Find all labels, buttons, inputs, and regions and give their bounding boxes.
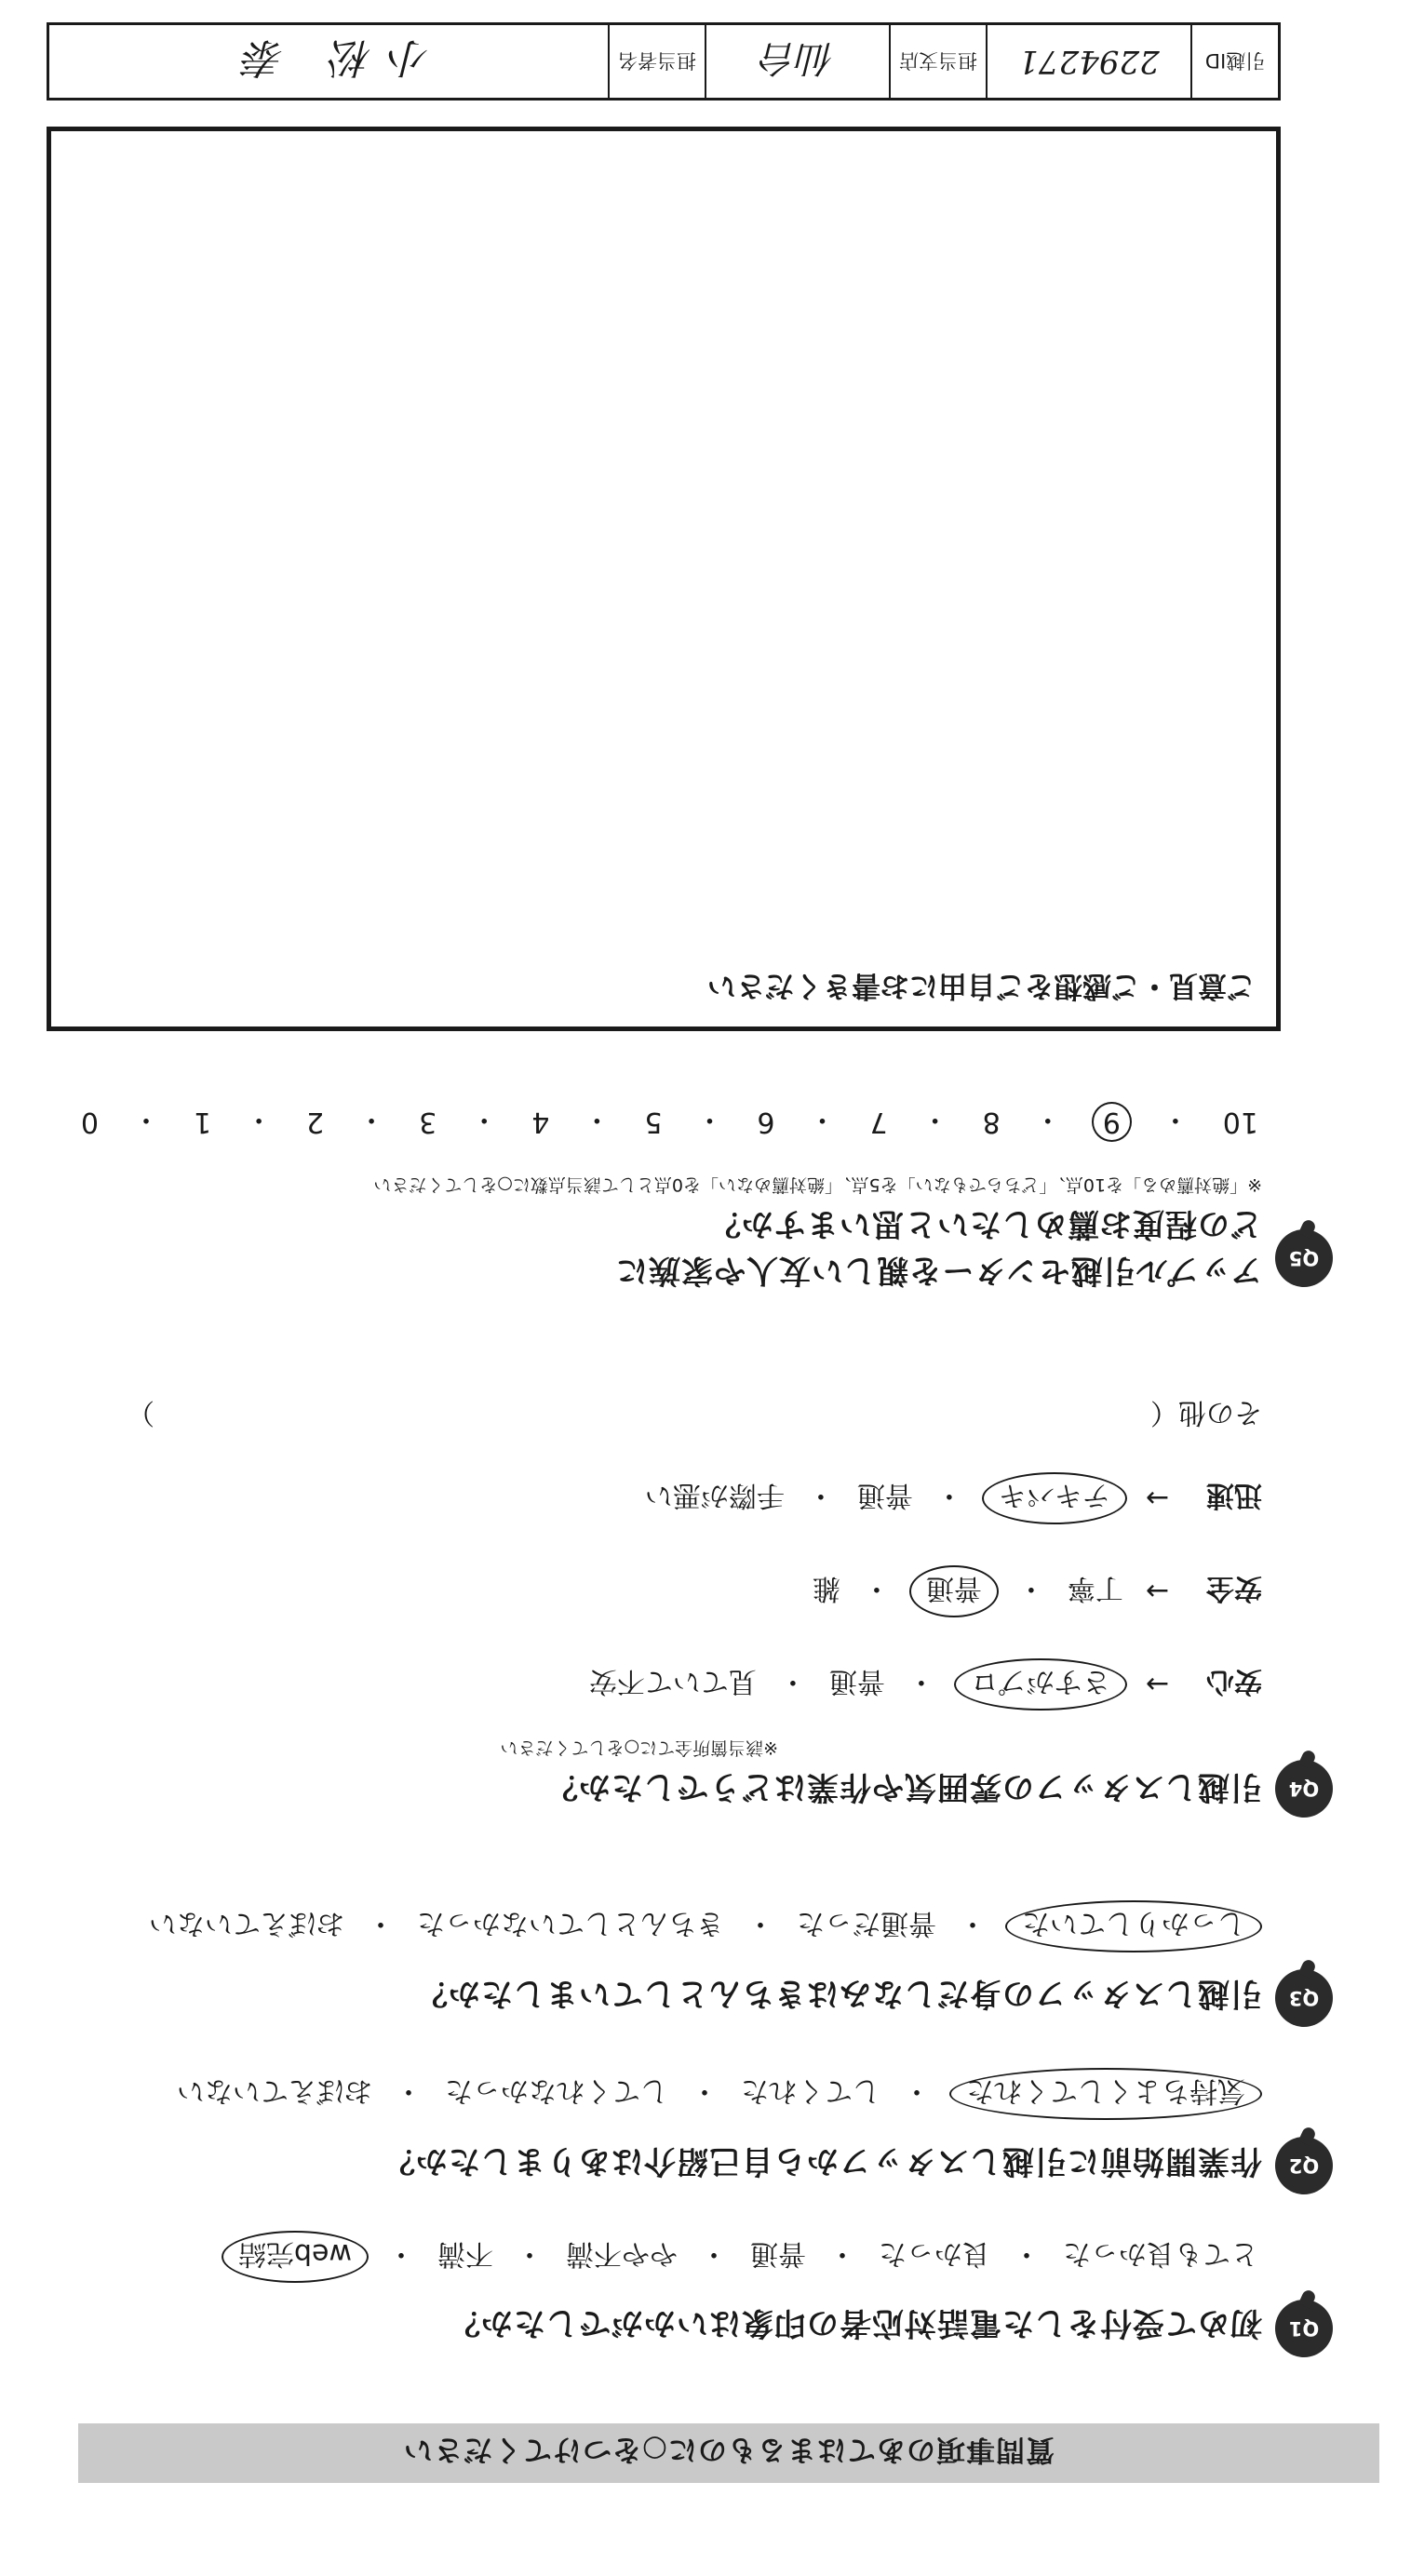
q3-option-3[interactable]: きちんとしていなかった [417,1907,724,1939]
q4-row-anzen: 安全 → 丁寧 ・ 普通 ・ 雑 [809,1565,1262,1617]
q1-badge [1275,2300,1333,2357]
footer-branch-label: 担当支店 [889,25,986,98]
q4-row-anshin-arrow: → [1145,1668,1169,1701]
q3-badge [1275,1969,1333,2027]
q5-title-line-1: アップル引越センターを親しい友人や家族に [615,1252,1262,1289]
q5-score-8[interactable]: 8 [982,1106,1001,1139]
q4-row-jinsoku-option-3[interactable]: 手際が悪い [644,1479,785,1511]
footer-branch-value[interactable]: 仙台 [705,25,889,98]
q4-badge-label: Q4 [1288,1778,1320,1800]
q3-options: しっかりしていた ・ 普通だった ・ きちんとしていなかった ・ おぼえていない [145,1900,1262,1952]
q1-option-4[interactable]: やや不満 [566,2237,678,2270]
q1-option-6-selected[interactable]: web完結 [222,2231,369,2283]
q5-badge [1275,1229,1333,1287]
q2-option-3[interactable]: してくれなかった [445,2074,668,2107]
footer-staff-label: 担当者名 [608,25,705,98]
q1-option-1[interactable]: とても良かった [1063,2237,1258,2270]
comment-box-label: ご意見・ご感想をご自由にお書きください [707,969,1256,1002]
q2-option-2[interactable]: してくれた [741,2074,880,2107]
q4-row-anzen-option-2-selected[interactable]: 普通 [909,1565,999,1617]
q1-option-5[interactable]: 不満 [437,2237,493,2270]
q2-title: 作業開始前に引越しスタッフから自己紹介はありましたか？ [383,2142,1262,2180]
q4-row-jinsoku-label: 迅速 [1206,1479,1262,1511]
q2-option-1-selected[interactable]: 気持ちよくしてくれた [949,2068,1262,2120]
q5-score-5[interactable]: 5 [644,1106,663,1139]
q3-option-2[interactable]: 普通だった [797,1907,936,1939]
q5-score-9-selected[interactable]: 9 [1092,1103,1132,1143]
q5-note: ※「絶対薦める」を10点、「どちらでもない」を5点、「絶対薦めない」を0点として該当点数に○をしてください [373,1174,1262,1195]
q4-row-jinsoku-option-1-selected[interactable]: テキパキ [982,1472,1127,1524]
q4-row-jinsoku-arrow: → [1145,1482,1169,1515]
q4-row-anzen-option-3[interactable]: 雑 [812,1572,840,1604]
footer-id-value[interactable]: 2294271 [986,25,1190,98]
q2-badge [1275,2137,1333,2194]
q3-option-1-selected[interactable]: しっかりしていた [1005,1900,1262,1952]
q4-row-anshin-option-2[interactable]: 普通 [828,1665,885,1697]
q4-row-anzen-option-1[interactable]: 丁寧 [1067,1572,1123,1604]
q5-score-7[interactable]: 7 [869,1106,888,1139]
q1-option-2[interactable]: 良かった [879,2237,990,2270]
q5-score-4[interactable]: 4 [531,1106,550,1139]
q5-badge-label: Q5 [1288,1247,1320,1269]
footer-id-label: 引越ID [1190,25,1278,98]
q3-option-4[interactable]: おぼえていない [149,1907,344,1939]
q2-option-4[interactable]: おぼえていない [177,2074,372,2107]
q3-badge-label: Q3 [1288,1987,1320,2009]
q4-other-label: その他（ [1150,1396,1262,1429]
header-bar-text: 質問事項のあてはまるものに○をつけてください [402,2433,1055,2467]
comment-box[interactable] [47,127,1281,1031]
q5-title-line-2: どの程度お薦めしたいと思いますか？ [708,1205,1262,1242]
q5-score-1[interactable]: 1 [193,1106,212,1139]
q4-row-anzen-arrow: → [1145,1575,1169,1608]
q5-score-10[interactable]: 10 [1222,1106,1258,1139]
q5-scale: 10 ・ 9 ・ 8 ・ 7 ・ 6 ・ 5 ・ 4 ・ 3 ・ 2 ・ 1 ・ 0 [77,1102,1262,1143]
q4-row-anshin: 安心 → さすがプロ ・ 普通 ・ 見ていて不安 [585,1658,1262,1711]
q5-score-0[interactable]: 0 [80,1106,99,1139]
q4-badge [1275,1760,1333,1818]
q3-title: 引越しスタッフの身だしなみはきちんとしていましたか？ [415,1975,1262,2012]
q4-row-anshin-label: 安心 [1206,1665,1262,1697]
q4-row-anzen-label: 安全 [1206,1572,1262,1604]
q1-options: とても良かった ・ 良かった ・ 普通 ・ やや不満 ・ 不満 ・ web完結 [222,2231,1262,2283]
q2-badge-label: Q2 [1288,2154,1320,2177]
q4-row-anshin-option-3[interactable]: 見ていて不安 [588,1665,757,1697]
q4-row-anshin-option-1-selected[interactable]: さすがプロ [954,1658,1127,1711]
q1-title: 初めて受付をした電話対応者の印象はいかがでしたか？ [448,2304,1262,2341]
q4-title: 引越しスタッフの雰囲気や作業はどうでしたか？ [545,1768,1262,1805]
q4-other-close: ） [127,1396,155,1429]
q4-other-row [127,1395,1262,1436]
q2-options: 気持ちよくしてくれた ・ してくれた ・ してくれなかった ・ おぼえていない [173,2068,1262,2120]
q5-score-2[interactable]: 2 [306,1106,325,1139]
q4-row-jinsoku: 迅速 → テキパキ ・ 普通 ・ 手際が悪い [641,1472,1262,1524]
q5-score-3[interactable]: 3 [419,1106,437,1139]
header-bar [78,2423,1379,2483]
q5-score-6[interactable]: 6 [757,1106,775,1139]
q1-option-3[interactable]: 普通 [750,2237,806,2270]
footer-table [47,22,1281,101]
comment-box-content[interactable] [72,152,1256,952]
footer-staff-value[interactable]: 小松 泰 [227,34,430,81]
q4-row-jinsoku-option-2[interactable]: 普通 [856,1479,913,1511]
q1-badge-label: Q1 [1288,2317,1320,2340]
q4-note: ※該当箇所全てに○をしてください [500,1737,778,1758]
